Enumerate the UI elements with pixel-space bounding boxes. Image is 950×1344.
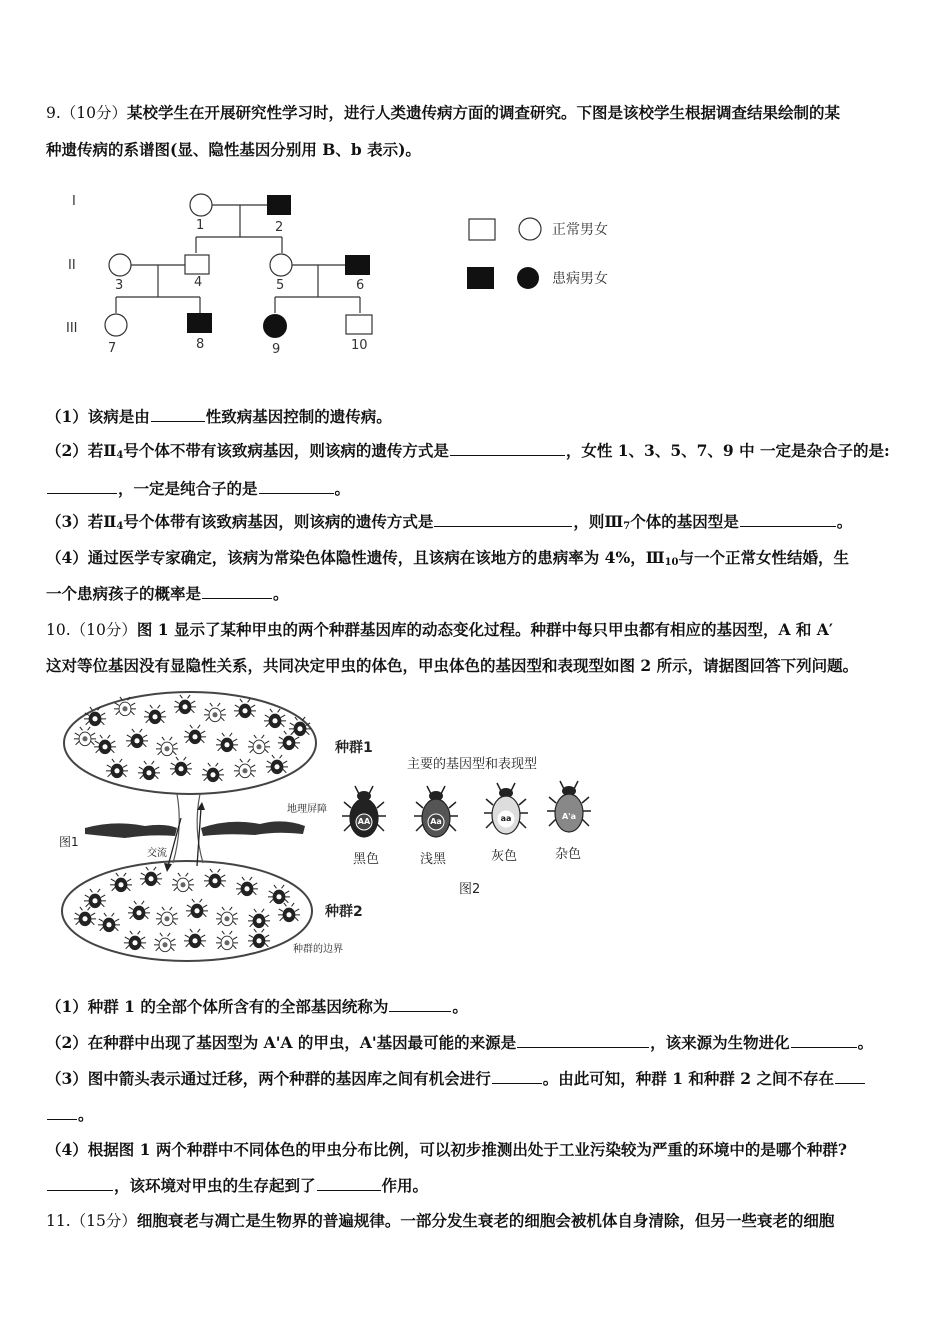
geographic-barrier xyxy=(85,823,177,838)
exchange-label: 交流 xyxy=(147,848,167,859)
q11-number: 11. xyxy=(46,1212,71,1230)
pedigree-ind-9 xyxy=(263,314,287,338)
ind-num-7: 7 xyxy=(108,341,117,356)
q10-number: 10. xyxy=(46,621,71,639)
q10-answer-blank-5a[interactable] xyxy=(835,1082,865,1084)
q10-part1: （1）种群 1 的全部个体所含有的全部基因统称为 。 xyxy=(46,997,468,1016)
ind-num-6: 6 xyxy=(356,278,365,293)
q10-stem-line2: 这对等位基因没有显隐性关系，共同决定甲虫的体色，甲虫体色的基因型和表现型如图 2 所示，请据图回答下列问题。 xyxy=(46,656,859,675)
barrier-label: 地理屏障 xyxy=(287,804,327,815)
q9-part2-line2: ，一定是纯合子的是 。 xyxy=(46,479,350,499)
genotype-AA: AA xyxy=(357,817,371,826)
beetle-population-figure xyxy=(55,688,615,978)
q10-part3-line2: 。 xyxy=(46,1105,94,1125)
ind-num-3: 3 xyxy=(115,278,124,293)
gen-label-3: III xyxy=(66,321,78,336)
q10-part2: （2）在种群中出现了基因型为 A'A 的甲虫，A'基因最可能的来源是 ，该来源为生物进化 。 xyxy=(46,1033,874,1052)
q9-number: 9. xyxy=(46,104,61,122)
q10-answer-blank-3[interactable] xyxy=(791,1046,857,1048)
legend-affected-male xyxy=(467,267,494,289)
q10-answer-blank-4[interactable] xyxy=(492,1082,542,1084)
genotype-beetle-mottled xyxy=(547,781,591,832)
population-2-label: 种群2 xyxy=(325,904,363,920)
ind-num-5: 5 xyxy=(276,278,285,293)
pedigree-figure xyxy=(60,185,640,360)
q11-score: （15分） xyxy=(70,1212,137,1230)
pedigree-ind-1 xyxy=(190,194,212,216)
pedigree-ind-7 xyxy=(105,314,127,336)
phenotype-light-black: 浅黑 xyxy=(420,852,447,867)
q9-part3: （3）若$Ⅱ_4$号个体带有该致病基因，则该病的遗传方式是 ，则$Ⅲ_7$个体的基因型是 。 xyxy=(46,512,853,532)
phenotype-mottled: 杂色 xyxy=(555,847,582,862)
q10-answer-blank-7[interactable] xyxy=(317,1189,381,1191)
genotype-beetle-gray xyxy=(484,783,528,834)
fig2-label: 图2 xyxy=(459,882,481,897)
q10-part4-line1: （4）根据图 1 两个种群中不同体色的甲虫分布比例，可以初步推测出处于工业污染较为严重的环境中的是哪个种群? xyxy=(46,1140,847,1159)
pedigree-ind-8 xyxy=(187,313,212,333)
pedigree-ind-2 xyxy=(267,195,291,215)
q9-answer-blank-5[interactable] xyxy=(434,525,572,527)
q9-part2-line1: （2）若$Ⅱ_4$号个体不带有该致病基因，则该病的遗传方式是 ，女性 1、3、5、7、9 中 一定是杂合子的是: xyxy=(46,441,890,461)
pedigree-ind-10 xyxy=(346,315,372,334)
legend-affected-label: 患病男女 xyxy=(552,271,608,287)
q10-answer-blank-6[interactable] xyxy=(47,1189,113,1191)
legend-normal-female xyxy=(519,218,541,240)
pedigree-ind-4 xyxy=(185,255,209,274)
genotype-Aa: Aa xyxy=(430,817,442,826)
boundary-label: 种群的边界 xyxy=(293,944,343,955)
ind-num-8: 8 xyxy=(196,337,205,352)
phenotype-gray: 灰色 xyxy=(491,849,518,864)
fig1-label: 图1 xyxy=(59,835,79,849)
q9-answer-blank-2[interactable] xyxy=(450,454,565,456)
q9-answer-blank-6[interactable] xyxy=(740,525,836,527)
q10-part4-line2: ，该环境对甲虫的生存起到了 作用。 xyxy=(46,1176,428,1196)
q9-answer-blank-1[interactable] xyxy=(151,420,205,422)
genotype-beetles xyxy=(342,781,591,837)
pedigree-ind-3 xyxy=(109,254,131,276)
legend-normal-label: 正常男女 xyxy=(552,222,608,238)
population-1-label: 种群1 xyxy=(335,740,373,756)
q9-stem-line2: 种遗传病的系谱图(显、隐性基因分别用 B、b 表示)。 xyxy=(46,140,421,159)
q10-answer-blank-5b[interactable] xyxy=(47,1118,77,1120)
ind-num-2: 2 xyxy=(275,220,284,235)
genotype-A'a: A'a xyxy=(561,812,577,821)
ind-num-4: 4 xyxy=(194,275,203,290)
phenotype-black: 黑色 xyxy=(353,852,380,867)
genotype-beetle-black xyxy=(342,786,386,837)
pedigree-ind-5 xyxy=(270,254,292,276)
q10-answer-blank-2[interactable] xyxy=(517,1046,649,1048)
legend-affected-female xyxy=(517,267,539,289)
q9-answer-blank-4[interactable] xyxy=(259,492,334,494)
q9-stem-text1: 某校学生在开展研究性学习时，进行人类遗传病方面的调查研究。下图是该校学生根据调查结果绘制的某 xyxy=(127,103,841,122)
q9-stem-line1 xyxy=(46,103,840,123)
q11-stem-line1: 11.（15分）细胞衰老与凋亡是生物界的普遍规律。一部分发生衰老的细胞会被机体自身清除，但另一些衰老的细胞 xyxy=(46,1211,835,1230)
legend-normal-male xyxy=(469,219,495,240)
ind-num-1: 1 xyxy=(196,218,205,233)
q10-stem-line1: 10.（10分）图 1 显示了某种甲虫的两个种群基因库的动态变化过程。种群中每只甲虫都有相应的基因型，A 和 A′ xyxy=(46,620,833,639)
ind-num-9: 9 xyxy=(272,342,281,357)
q9-score: （10分） xyxy=(60,104,128,122)
q10-part3-line1: （3）图中箭头表示通过迁移，两个种群的基因库之间有机会进行 。由此可知，种群 1 和种群 2 之间不存在 xyxy=(46,1069,866,1089)
q10-score: （10分） xyxy=(70,621,137,639)
q9-part4-line1: （4）通过医学专家确定，该病为常染色体隐性遗传，且该病在该地方的患病率为 4%，$Ⅲ_{10}$与一个正常女性结婚，生 xyxy=(46,548,850,568)
pedigree-ind-6 xyxy=(345,255,370,275)
genotype-beetle-light-black xyxy=(414,786,458,837)
ind-num-10: 10 xyxy=(351,338,368,353)
q9-answer-blank-7[interactable] xyxy=(202,597,272,599)
gen-label-1: I xyxy=(72,194,76,209)
q9-part4-line2: 一个患病孩子的概率是 。 xyxy=(46,584,289,603)
q9-answer-blank-3[interactable] xyxy=(47,492,117,494)
genotype-aa: aa xyxy=(500,814,512,823)
q10-answer-blank-1[interactable] xyxy=(389,1010,451,1012)
fig2-title: 主要的基因型和表现型 xyxy=(407,757,538,772)
q9-part1: （1）该病是由 性致病基因控制的遗传病。 xyxy=(46,407,392,426)
gen-label-2: II xyxy=(68,258,76,273)
